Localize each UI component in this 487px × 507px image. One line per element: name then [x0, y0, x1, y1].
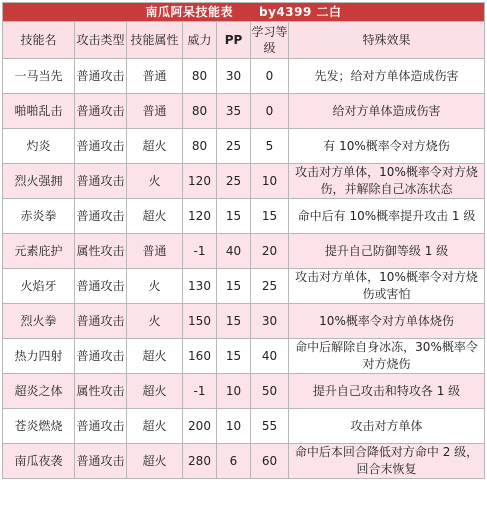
cell-level: 0: [251, 94, 289, 129]
cell-type: 普通攻击: [75, 59, 127, 94]
table-row: [3, 339, 485, 374]
table-row: [3, 444, 485, 479]
header-type: 攻击类型: [75, 22, 127, 59]
cell-type: 普通攻击: [75, 409, 127, 444]
table-title-main: 南瓜阿呆技能表: [145, 4, 234, 19]
cell-type: 普通攻击: [75, 339, 127, 374]
table-row: [3, 129, 485, 164]
table-row: [3, 269, 485, 304]
cell-type: 普通攻击: [75, 269, 127, 304]
cell-level: 20: [251, 234, 289, 269]
cell-effect: 提升自己攻击和特攻各 1 级: [289, 374, 485, 409]
table-title-author: by4399 二白: [259, 4, 342, 19]
table-row: [3, 409, 485, 444]
cell-power: 80: [183, 129, 217, 164]
table-row: [3, 374, 485, 409]
cell-pp: 35: [217, 94, 251, 129]
cell-effect: 命中后有 10%概率提升攻击 1 级: [289, 199, 485, 234]
table-row: [3, 94, 485, 129]
cell-pp: 25: [217, 129, 251, 164]
cell-power: 200: [183, 409, 217, 444]
cell-type: 普通攻击: [75, 199, 127, 234]
cell-level: 30: [251, 304, 289, 339]
header-level: 学习等级: [251, 22, 289, 59]
cell-effect: 攻击对方单体: [289, 409, 485, 444]
cell-pp: 30: [217, 59, 251, 94]
cell-type: 普通攻击: [75, 304, 127, 339]
cell-attr: 普通: [127, 59, 183, 94]
table-row: [3, 234, 485, 269]
skill-table: [2, 2, 485, 479]
cell-power: 280: [183, 444, 217, 479]
cell-type: 属性攻击: [75, 234, 127, 269]
cell-level: 50: [251, 374, 289, 409]
cell-attr: 普通: [127, 94, 183, 129]
table-row: [3, 59, 485, 94]
cell-power: -1: [183, 374, 217, 409]
table-row: [3, 164, 485, 199]
cell-effect: 攻击对方单体，10%概率令对方烧伤或害怕: [289, 269, 485, 304]
cell-attr: 火: [127, 269, 183, 304]
cell-pp: 15: [217, 269, 251, 304]
cell-pp: 15: [217, 339, 251, 374]
cell-level: 40: [251, 339, 289, 374]
cell-name: 苍炎燃烧: [3, 409, 75, 444]
cell-power: 130: [183, 269, 217, 304]
cell-pp: 10: [217, 409, 251, 444]
table-header-row: [3, 22, 485, 59]
cell-pp: 40: [217, 234, 251, 269]
cell-level: 25: [251, 269, 289, 304]
cell-name: 一马当先: [3, 59, 75, 94]
table-row: [3, 304, 485, 339]
cell-level: 60: [251, 444, 289, 479]
cell-power: -1: [183, 234, 217, 269]
cell-attr: 超火: [127, 444, 183, 479]
cell-level: 55: [251, 409, 289, 444]
cell-attr: 超火: [127, 339, 183, 374]
table-title: [3, 3, 485, 22]
cell-type: 普通攻击: [75, 129, 127, 164]
skill-table-container: [2, 2, 484, 504]
cell-power: 120: [183, 164, 217, 199]
cell-pp: 15: [217, 304, 251, 339]
cell-name: 超炎之体: [3, 374, 75, 409]
cell-power: 120: [183, 199, 217, 234]
cell-attr: 超火: [127, 409, 183, 444]
cell-name: 烈火强拥: [3, 164, 75, 199]
header-effect: 特殊效果: [289, 22, 485, 59]
cell-effect: 提升自己防御等级 1 级: [289, 234, 485, 269]
cell-level: 5: [251, 129, 289, 164]
cell-type: 属性攻击: [75, 374, 127, 409]
cell-pp: 15: [217, 199, 251, 234]
cell-attr: 超火: [127, 374, 183, 409]
cell-effect: 命中后本回合降低对方命中 2 级，回合末恢复: [289, 444, 485, 479]
cell-name: 热力四射: [3, 339, 75, 374]
cell-attr: 火: [127, 304, 183, 339]
cell-attr: 超火: [127, 129, 183, 164]
cell-type: 普通攻击: [75, 94, 127, 129]
header-power: 威力: [183, 22, 217, 59]
cell-attr: 火: [127, 164, 183, 199]
cell-level: 0: [251, 59, 289, 94]
cell-name: 啪啪乱击: [3, 94, 75, 129]
cell-power: 150: [183, 304, 217, 339]
cell-name: 赤炎拳: [3, 199, 75, 234]
table-body: [3, 59, 485, 479]
header-attr: 技能属性: [127, 22, 183, 59]
table-title-row: [3, 3, 485, 22]
cell-level: 15: [251, 199, 289, 234]
cell-name: 灼炎: [3, 129, 75, 164]
cell-effect: 命中后解除自身冰冻，30%概率令对方烧伤: [289, 339, 485, 374]
cell-power: 80: [183, 59, 217, 94]
cell-type: 普通攻击: [75, 164, 127, 199]
cell-type: 普通攻击: [75, 444, 127, 479]
cell-attr: 普通: [127, 234, 183, 269]
cell-effect: 攻击对方单体，10%概率令对方烧伤，并解除自己冰冻状态: [289, 164, 485, 199]
cell-pp: 10: [217, 374, 251, 409]
table-row: [3, 199, 485, 234]
cell-power: 80: [183, 94, 217, 129]
cell-name: 南瓜夜袭: [3, 444, 75, 479]
cell-pp: 25: [217, 164, 251, 199]
header-pp: PP: [217, 22, 251, 59]
cell-name: 火焰牙: [3, 269, 75, 304]
cell-effect: 先发；给对方单体造成伤害: [289, 59, 485, 94]
cell-effect: 有 10%概率令对方烧伤: [289, 129, 485, 164]
cell-effect: 10%概率令对方单体烧伤: [289, 304, 485, 339]
cell-name: 元素庇护: [3, 234, 75, 269]
cell-name: 烈火拳: [3, 304, 75, 339]
cell-effect: 给对方单体造成伤害: [289, 94, 485, 129]
cell-power: 160: [183, 339, 217, 374]
cell-level: 10: [251, 164, 289, 199]
cell-pp: 6: [217, 444, 251, 479]
cell-attr: 超火: [127, 199, 183, 234]
header-name: 技能名: [3, 22, 75, 59]
